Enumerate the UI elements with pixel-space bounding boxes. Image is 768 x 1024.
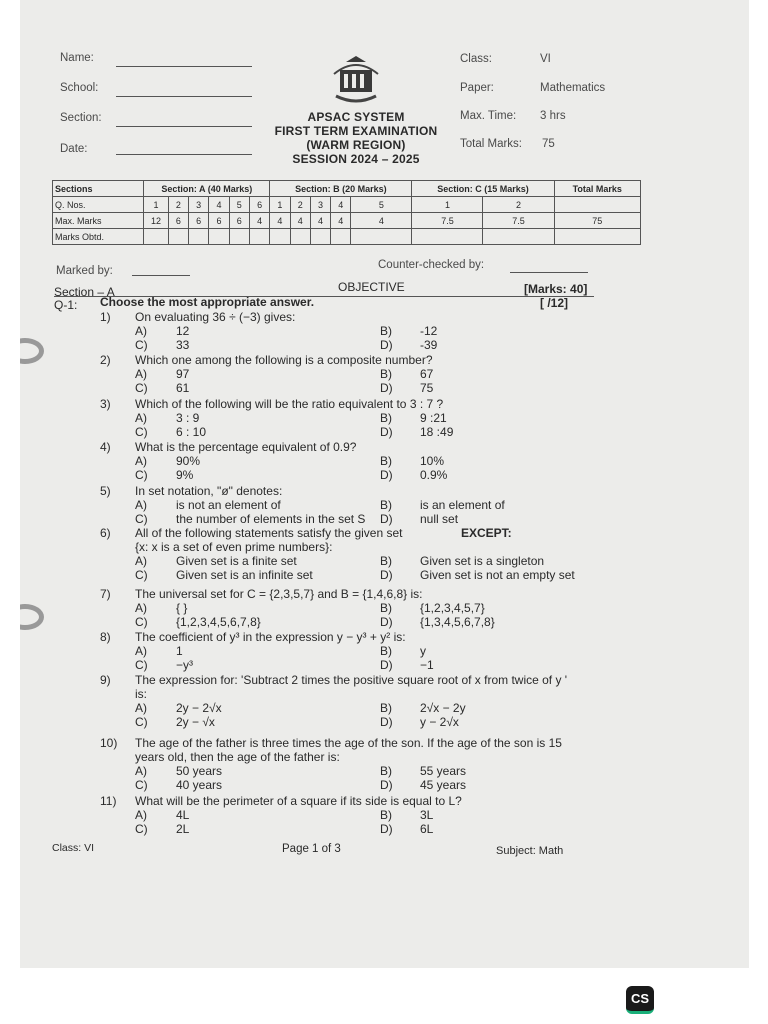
footer-page: Page 1 of 3 bbox=[282, 843, 341, 855]
option-d-label: D) bbox=[380, 468, 393, 482]
section-label: Section: bbox=[60, 112, 102, 124]
option-a-label: A) bbox=[135, 498, 147, 512]
table-cell: 5 bbox=[229, 197, 249, 213]
table-cell: 4 bbox=[290, 213, 310, 229]
table-cell bbox=[483, 229, 554, 245]
option-a-text: 90% bbox=[176, 454, 201, 468]
option-d-text: 45 years bbox=[420, 778, 467, 792]
option-d-text: null set bbox=[420, 512, 459, 526]
option-c-text: Given set is an infinite set bbox=[176, 568, 313, 582]
table-cell bbox=[290, 229, 310, 245]
table-cell: 6 bbox=[209, 213, 229, 229]
option-c-text: 9% bbox=[176, 468, 194, 482]
option-b-label: B) bbox=[380, 764, 392, 778]
question-text: The age of the father is three times the age of the son. If the age of the son is 15 bbox=[135, 736, 562, 750]
table-cell: Section: A (40 Marks) bbox=[144, 181, 270, 197]
option-c-text: 61 bbox=[176, 381, 190, 395]
option-a-label: A) bbox=[135, 764, 147, 778]
option-b-text: 55 years bbox=[420, 764, 467, 778]
option-d-text: −1 bbox=[420, 658, 434, 672]
marked-by-label: Marked by: bbox=[56, 265, 113, 277]
option-c-label: C) bbox=[135, 822, 148, 836]
date-blank bbox=[116, 154, 252, 155]
table-cell: Max. Marks bbox=[53, 213, 144, 229]
table-cell bbox=[209, 229, 229, 245]
option-a-text: 4L bbox=[176, 808, 190, 822]
table-cell: 4 bbox=[351, 213, 412, 229]
question-text-line2: is: bbox=[135, 687, 147, 701]
option-c-text: 2y − √x bbox=[176, 715, 215, 729]
option-d-text: -39 bbox=[420, 338, 438, 352]
paper-label: Paper: bbox=[460, 82, 494, 94]
counter-checked-label: Counter-checked by: bbox=[378, 259, 485, 271]
option-c-text: the number of elements in the set S bbox=[176, 512, 366, 526]
option-c-label: C) bbox=[135, 715, 148, 729]
footer-class: Class: VI bbox=[52, 842, 95, 854]
option-b-label: B) bbox=[380, 367, 392, 381]
question-number: 3) bbox=[100, 397, 111, 411]
table-cell: 2 bbox=[290, 197, 310, 213]
q1-instruction: Choose the most appropriate answer. bbox=[100, 295, 315, 309]
school-blank bbox=[116, 96, 252, 97]
option-c-label: C) bbox=[135, 778, 148, 792]
option-a-label: A) bbox=[135, 701, 147, 715]
question-text: The coefficient of y³ in the expression y − y³ + y² is: bbox=[135, 630, 406, 644]
table-cell: 6 bbox=[168, 213, 188, 229]
table-cell: 4 bbox=[209, 197, 229, 213]
table-cell: 6 bbox=[249, 197, 269, 213]
school-label: School: bbox=[60, 82, 99, 94]
option-c-text: 6 : 10 bbox=[176, 425, 207, 439]
option-c-label: C) bbox=[135, 381, 148, 395]
table-cell: 3 bbox=[189, 197, 209, 213]
option-d-label: D) bbox=[380, 381, 393, 395]
name-blank bbox=[116, 66, 252, 67]
table-cell: 4 bbox=[331, 197, 351, 213]
table-cell: 6 bbox=[229, 213, 249, 229]
option-a-label: A) bbox=[135, 554, 147, 568]
table-cell bbox=[554, 229, 640, 245]
option-a-text: 97 bbox=[176, 367, 190, 381]
option-a-label: A) bbox=[135, 601, 147, 615]
option-d-text: Given set is not an empty set bbox=[420, 568, 575, 582]
table-cell: 1 bbox=[144, 197, 168, 213]
table-cell: Total Marks bbox=[554, 181, 640, 197]
option-b-label: B) bbox=[380, 701, 392, 715]
option-c-text: {1,2,3,4,5,6,7,8} bbox=[176, 615, 261, 629]
question-text: On evaluating 36 ÷ (−3) gives: bbox=[135, 310, 296, 324]
marks-table-header-row bbox=[53, 181, 641, 197]
question-text-line2: years old, then the age of the father is: bbox=[135, 750, 340, 764]
option-b-label: B) bbox=[380, 601, 392, 615]
option-b-text: 2√x − 2y bbox=[420, 701, 466, 715]
option-b-text: {1,2,3,4,5,7} bbox=[420, 601, 485, 615]
question-number: 9) bbox=[100, 673, 111, 687]
option-d-text: {1,3,4,5,6,7,8} bbox=[420, 615, 495, 629]
option-a-text: 3 : 9 bbox=[176, 411, 200, 425]
question-number: 8) bbox=[100, 630, 111, 644]
option-c-label: C) bbox=[135, 658, 148, 672]
option-c-label: C) bbox=[135, 425, 148, 439]
option-d-text: 6L bbox=[420, 822, 434, 836]
option-d-text: 18 :49 bbox=[420, 425, 454, 439]
option-d-label: D) bbox=[380, 338, 393, 352]
table-cell bbox=[331, 229, 351, 245]
question-number: 6) bbox=[100, 526, 111, 540]
option-a-label: A) bbox=[135, 324, 147, 338]
table-cell: 2 bbox=[483, 197, 554, 213]
table-cell bbox=[229, 229, 249, 245]
question-number: 2) bbox=[100, 353, 111, 367]
question-number: 5) bbox=[100, 484, 111, 498]
table-cell: Section: B (20 Marks) bbox=[270, 181, 412, 197]
org-title: APSAC SYSTEM bbox=[307, 110, 405, 124]
option-c-text: −y³ bbox=[176, 658, 194, 672]
table-cell: 4 bbox=[270, 213, 290, 229]
table-cell: 5 bbox=[351, 197, 412, 213]
date-label: Date: bbox=[60, 143, 88, 155]
name-label: Name: bbox=[60, 52, 94, 64]
option-c-label: C) bbox=[135, 615, 148, 629]
option-d-label: D) bbox=[380, 512, 393, 526]
question-text: Which one among the following is a composite number? bbox=[135, 353, 433, 367]
question-text-line2: {x: x is a set of even prime numbers}: bbox=[135, 540, 333, 554]
table-cell: 3 bbox=[310, 197, 330, 213]
table-cell: 12 bbox=[144, 213, 168, 229]
question-text: All of the following statements satisfy the given set bbox=[135, 526, 403, 540]
table-cell: 75 bbox=[554, 213, 640, 229]
table-cell bbox=[270, 229, 290, 245]
session-title: SESSION 2024 – 2025 bbox=[292, 152, 420, 166]
table-cell: Q. Nos. bbox=[53, 197, 144, 213]
option-c-label: C) bbox=[135, 338, 148, 352]
option-c-text: 33 bbox=[176, 338, 190, 352]
section-a-title: Section – A bbox=[54, 285, 115, 299]
option-d-label: D) bbox=[380, 568, 393, 582]
option-a-text: 1 bbox=[176, 644, 183, 658]
question-number: 10) bbox=[100, 736, 118, 750]
option-b-label: B) bbox=[380, 808, 392, 822]
option-b-text: 9 :21 bbox=[420, 411, 447, 425]
table-cell: Sections bbox=[53, 181, 144, 197]
total-label: Total Marks: bbox=[460, 138, 522, 150]
option-d-label: D) bbox=[380, 425, 393, 439]
option-c-label: C) bbox=[135, 568, 148, 582]
option-d-label: D) bbox=[380, 715, 393, 729]
table-cell bbox=[351, 229, 412, 245]
exam-paper-page bbox=[20, 0, 749, 968]
table-cell: Section: C (15 Marks) bbox=[412, 181, 554, 197]
table-cell: 7.5 bbox=[483, 213, 554, 229]
table-cell: 1 bbox=[270, 197, 290, 213]
marked-by-blank bbox=[132, 275, 190, 276]
section-a-marks: [Marks: 40] bbox=[524, 282, 588, 296]
option-a-label: A) bbox=[135, 808, 147, 822]
question-text: What is the percentage equivalent of 0.9? bbox=[135, 440, 357, 454]
table-cell: 4 bbox=[331, 213, 351, 229]
class-value: VI bbox=[540, 53, 551, 65]
binder-ring bbox=[20, 338, 44, 364]
table-cell bbox=[412, 229, 483, 245]
option-d-label: D) bbox=[380, 822, 393, 836]
marks-table-qnos-row bbox=[53, 197, 641, 213]
table-cell: 4 bbox=[310, 213, 330, 229]
option-b-text: -12 bbox=[420, 324, 438, 338]
option-a-text: 2y − 2√x bbox=[176, 701, 222, 715]
option-a-label: A) bbox=[135, 367, 147, 381]
option-c-label: C) bbox=[135, 468, 148, 482]
table-cell: 7.5 bbox=[412, 213, 483, 229]
option-b-label: B) bbox=[380, 411, 392, 425]
counter-checked-blank bbox=[510, 272, 588, 273]
option-b-text: 10% bbox=[420, 454, 445, 468]
table-cell: 2 bbox=[168, 197, 188, 213]
option-d-text: 0.9% bbox=[420, 468, 448, 482]
class-label: Class: bbox=[460, 53, 492, 65]
option-b-label: B) bbox=[380, 554, 392, 568]
q1-label: Q-1: bbox=[54, 298, 78, 312]
table-cell bbox=[168, 229, 188, 245]
table-cell bbox=[144, 229, 168, 245]
region-title: (WARM REGION) bbox=[306, 138, 406, 152]
table-cell bbox=[249, 229, 269, 245]
marks-table-max-row bbox=[53, 213, 641, 229]
time-value: 3 hrs bbox=[540, 110, 566, 122]
table-cell: Marks Obtd. bbox=[53, 229, 144, 245]
marks-table bbox=[52, 180, 641, 245]
option-b-text: 67 bbox=[420, 367, 434, 381]
option-d-label: D) bbox=[380, 658, 393, 672]
option-d-label: D) bbox=[380, 615, 393, 629]
table-cell: 6 bbox=[189, 213, 209, 229]
option-a-text: 50 years bbox=[176, 764, 223, 778]
objective-title: OBJECTIVE bbox=[338, 280, 405, 294]
question-number: 1) bbox=[100, 310, 111, 324]
table-cell: 1 bbox=[412, 197, 483, 213]
option-d-label: D) bbox=[380, 778, 393, 792]
option-c-text: 40 years bbox=[176, 778, 223, 792]
option-d-text: y − 2√x bbox=[420, 715, 459, 729]
section-blank bbox=[116, 126, 252, 127]
total-value: 75 bbox=[542, 138, 555, 150]
question-text: The universal set for C = {2,3,5,7} and B = {1,4,6,8} is: bbox=[135, 587, 423, 601]
q1-marks: [ /12] bbox=[540, 296, 569, 310]
question-text: The expression for: 'Subtract 2 times the positive square root of x from twice of y ' bbox=[135, 673, 568, 687]
option-c-text: 2L bbox=[176, 822, 190, 836]
option-b-text: is an element of bbox=[420, 498, 505, 512]
question-number: 4) bbox=[100, 440, 111, 454]
option-b-label: B) bbox=[380, 324, 392, 338]
option-a-text: 12 bbox=[176, 324, 190, 338]
option-a-text: is not an element of bbox=[176, 498, 281, 512]
table-cell: 4 bbox=[249, 213, 269, 229]
option-b-label: B) bbox=[380, 644, 392, 658]
option-b-label: B) bbox=[380, 454, 392, 468]
binder-ring bbox=[20, 604, 44, 630]
option-a-label: A) bbox=[135, 454, 147, 468]
question-text: Which of the following will be the ratio equivalent to 3 : 7 ? bbox=[135, 397, 444, 411]
option-b-text: 3L bbox=[420, 808, 434, 822]
question-text-emphasis: EXCEPT: bbox=[461, 526, 512, 540]
option-a-label: A) bbox=[135, 411, 147, 425]
table-cell bbox=[189, 229, 209, 245]
option-b-text: y bbox=[420, 644, 426, 658]
option-b-label: B) bbox=[380, 498, 392, 512]
table-cell bbox=[554, 197, 640, 213]
footer-subject: Subject: Math bbox=[496, 845, 564, 857]
table-cell bbox=[310, 229, 330, 245]
camscanner-logo: CS bbox=[626, 986, 654, 1014]
marks-table-obtained-row bbox=[53, 229, 641, 245]
exam-title: FIRST TERM EXAMINATION bbox=[274, 124, 438, 138]
question-text: In set notation, "ø" denotes: bbox=[135, 484, 283, 498]
question-text: What will be the perimeter of a square if its side is equal to L? bbox=[135, 794, 462, 808]
option-d-text: 75 bbox=[420, 381, 434, 395]
paper-value: Mathematics bbox=[540, 82, 606, 94]
option-a-text: Given set is a finite set bbox=[176, 554, 297, 568]
time-label: Max. Time: bbox=[460, 110, 517, 122]
option-b-text: Given set is a singleton bbox=[420, 554, 545, 568]
question-number: 11) bbox=[100, 794, 117, 808]
option-a-label: A) bbox=[135, 644, 147, 658]
question-number: 7) bbox=[100, 587, 111, 601]
option-c-label: C) bbox=[135, 512, 148, 526]
option-a-text: { } bbox=[176, 601, 188, 615]
school-logo bbox=[328, 52, 384, 108]
